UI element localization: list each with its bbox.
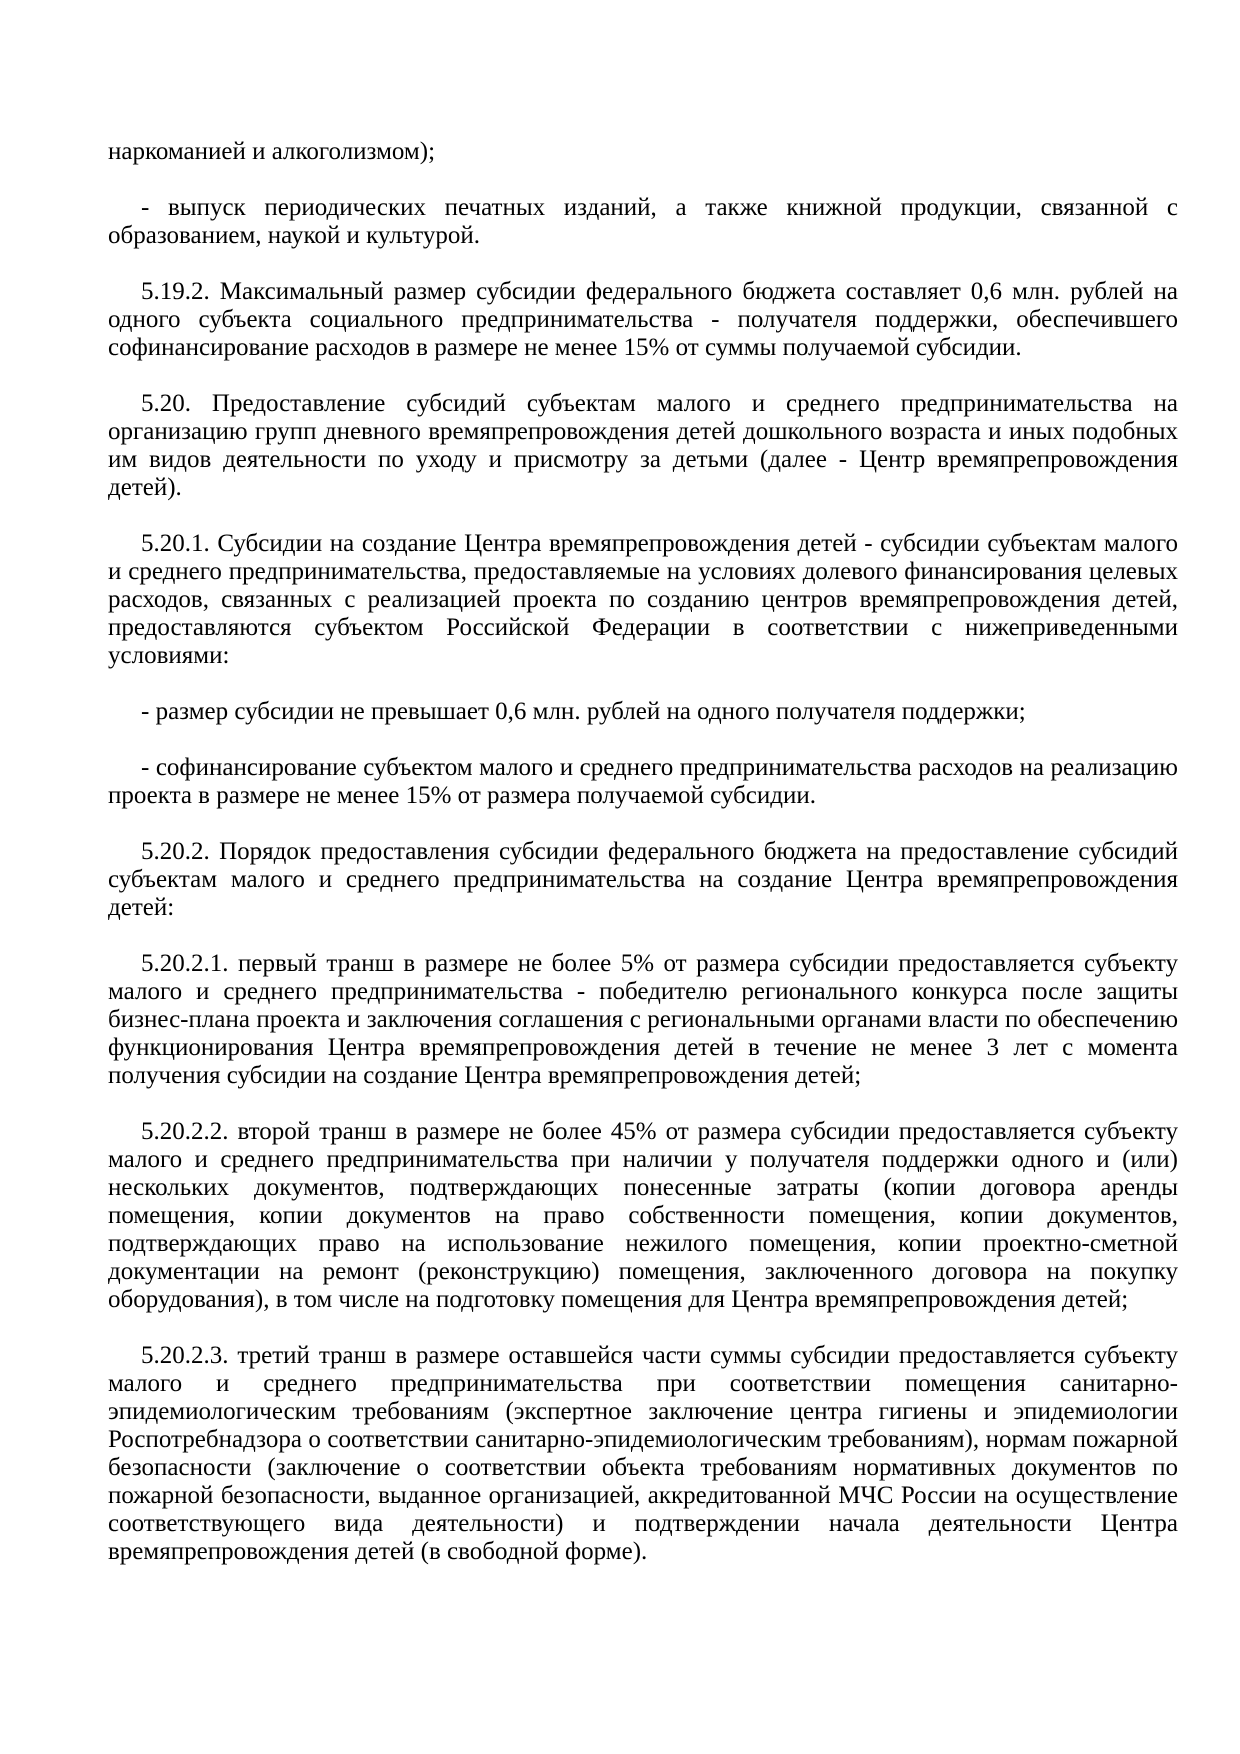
paragraph-5-20-2-1: 5.20.2.1. первый транш в размере не более 5% от размера субсидии предоставляется субъекту малого и среднего предпринимательства - победителю регионального конкурса после защиты бизнес-плана проекта и заключения соглашения с региональными органами власти по обеспечению функционирования Центра времяпрепровождения детей в течение не менее 3 лет с момента получения субсидии на создание Центра времяпрепровождения детей; bbox=[108, 950, 1178, 1089]
paragraph-5-20-1: 5.20.1. Субсидии на создание Центра времяпрепровождения детей - субсидии субъектам малого и среднего предпринимательства, предоставляемые на условиях долевого финансирования целевых расходов, связанных с реализацией проекта по созданию центров времяпрепровождения детей, предоставляются субъектом Российской Федерации в соответствии с нижеприведенными условиями: bbox=[108, 530, 1178, 669]
paragraph-5-20-2-3: 5.20.2.3. третий транш в размере оставшейся части суммы субсидии предоставляется субъекту малого и среднего предпринимательства при соответствии помещения санитарно-эпидемиологическим требованиям (экспертное заключение центра гигиены и эпидемиологии Роспотребнадзора о соответствии санитарно-эпидемиологическим требованиям), нормам пожарной безопасности (заключение о соответствии объекта требованиям нормативных документов по пожарной безопасности, выданное организацией, аккредитованной МЧС России на осуществление соответствующего вида деятельности) и подтверждении начала деятельности Центра времяпрепровождения детей (в свободной форме). bbox=[108, 1342, 1178, 1565]
paragraph-condition-size: - размер субсидии не превышает 0,6 млн. рублей на одного получателя поддержки; bbox=[141, 698, 1026, 725]
paragraph-continuation: наркоманией и алкоголизмом); bbox=[108, 138, 436, 165]
paragraph-5-20: 5.20. Предоставление субсидий субъектам малого и среднего предпринимательства на организацию групп дневного времяпрепровождения детей дошкольного возраста и иных подобных им видов деятельности по уходу и присмотру за детьми (далее - Центр времяпрепровождения детей). bbox=[108, 390, 1178, 501]
paragraph-5-19-2: 5.19.2. Максимальный размер субсидии федерального бюджета составляет 0,6 млн. рублей на одного субъекта социального предпринимательства - получателя поддержки, обеспечившего софинансирование расходов в размере не менее 15% от суммы получаемой субсидии. bbox=[108, 278, 1178, 361]
paragraph-condition-cofinancing: - софинансирование субъектом малого и среднего предпринимательства расходов на реализацию проекта в размере не менее 15% от размера получаемой субсидии. bbox=[108, 754, 1178, 809]
paragraph-5-20-2-2: 5.20.2.2. второй транш в размере не более 45% от размера субсидии предоставляется субъекту малого и среднего предпринимательства при наличии у получателя поддержки одного и (или) нескольких документов, подтверждающих понесенные затраты (копии договора аренды помещения, копии документов на право собственности помещения, копии документов, подтверждающих право на использование нежилого помещения, копии проектно-сметной документации на ремонт (реконструкцию) помещения, заключенного договора на покупку оборудования), в том числе на подготовку помещения для Центра времяпрепровождения детей; bbox=[108, 1118, 1178, 1313]
paragraph-5-20-2: 5.20.2. Порядок предоставления субсидии федерального бюджета на предоставление субсидий субъектам малого и среднего предпринимательства на создание Центра времяпрепровождения детей: bbox=[108, 838, 1178, 921]
paragraph-list-item-print: - выпуск периодических печатных изданий, а также книжной продукции, связанной с образованием, наукой и культурой. bbox=[108, 194, 1178, 249]
